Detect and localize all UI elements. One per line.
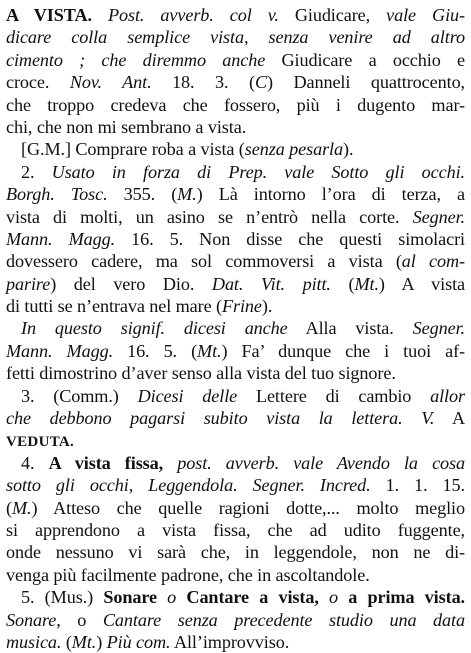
text-run: All’improvviso. xyxy=(170,631,290,652)
text-run xyxy=(92,5,108,25)
text-run: che troppo credeva che fossero, più i dugento mar- xyxy=(6,94,465,115)
text-line xyxy=(6,71,465,93)
text-line xyxy=(6,295,465,317)
text-run: Frine xyxy=(221,296,262,317)
text-run: ) Atteso che quelle ragioni dotte,... molto meglio xyxy=(31,497,465,518)
text-run: parire xyxy=(6,273,51,294)
text-run: ). xyxy=(261,296,273,317)
text-line xyxy=(6,586,465,608)
text-run: che debbono pagarsi subito vista la lettera. V. xyxy=(6,408,435,429)
text-run: dovessero cadere, ma sol commoversi a vista ( xyxy=(6,251,402,272)
text-run: ) A vista xyxy=(378,273,465,294)
text-run: Segner. xyxy=(412,318,465,339)
text-line xyxy=(6,206,465,228)
text-run: Sonare xyxy=(103,587,157,608)
text-line xyxy=(6,161,465,183)
text-run: 16. 5. Non disse che questi simolacri xyxy=(115,228,465,249)
text-run: Alla vista. xyxy=(287,318,413,339)
text-run: 355. ( xyxy=(107,184,178,205)
text-run: Mann. Magg. xyxy=(6,340,114,361)
text-run: 4. xyxy=(21,452,49,473)
dictionary-entry xyxy=(6,4,465,653)
text-line xyxy=(6,26,465,48)
text-run: C xyxy=(254,72,267,93)
text-line xyxy=(6,407,465,429)
text-run: allor xyxy=(430,385,465,406)
text-run: Dicesi delle xyxy=(137,385,238,406)
text-run: In questo signif. dicesi anche xyxy=(21,318,288,339)
text-run: ) del vero Dio. xyxy=(50,273,212,294)
text-run: A VISTA. xyxy=(6,5,92,25)
text-run: Cantare senza precedente studio una data xyxy=(102,609,465,630)
text-run: 2. xyxy=(21,161,52,182)
text-line xyxy=(6,94,465,116)
text-run: M. xyxy=(177,184,197,205)
text-run: Nov. Ant. xyxy=(69,72,152,93)
text-run: ) Fa’ dunque che i tuoi af- xyxy=(221,340,465,361)
text-run: fetti dimostrino d’aver senso alla vista del tuo signore. xyxy=(6,363,396,384)
text-line xyxy=(6,340,465,362)
text-run: ). xyxy=(343,139,354,160)
text-run: Giudicare, xyxy=(278,5,387,25)
text-run: ) Là intorno l’ora di terza, a xyxy=(196,184,466,205)
text-line xyxy=(6,228,465,250)
text-run: chi, che non mi sembrano a vista. xyxy=(6,116,247,137)
text-run: A vista fissa, xyxy=(48,452,164,473)
text-run: Più com. xyxy=(106,631,171,652)
text-run: , o xyxy=(56,609,103,630)
text-line xyxy=(6,519,465,541)
text-line xyxy=(6,429,465,451)
text-line xyxy=(6,452,465,474)
text-run: Giudicare a occhio e xyxy=(265,49,465,70)
text-run: ( xyxy=(61,631,72,652)
text-line xyxy=(6,273,465,295)
text-run: Usato in forza di Prep. vale Sotto gli occhi. xyxy=(51,161,465,182)
text-line xyxy=(6,474,465,496)
text-run: Post. avverb. col v. xyxy=(107,5,279,25)
text-run: senza pesarla xyxy=(244,139,344,160)
text-run: musica. xyxy=(6,631,62,652)
text-run: Borgh. Tosc. xyxy=(6,184,108,205)
text-line xyxy=(6,564,465,586)
text-run: 16. 5. ( xyxy=(113,340,198,361)
text-run: vista di molti, un asino se n’entrò nella corte. xyxy=(6,206,413,227)
text-run: ( xyxy=(6,497,12,518)
text-run: sotto gli occhi, Leggendola. Segner. Incred. xyxy=(6,475,371,496)
text-line xyxy=(6,541,465,563)
text-line xyxy=(6,385,465,407)
text-run: Dat. Vit. pitt. xyxy=(211,273,331,294)
text-run: o xyxy=(156,587,187,608)
text-run: Mt. xyxy=(354,273,379,294)
text-run: al com- xyxy=(401,251,465,272)
text-run: croce. xyxy=(6,72,70,93)
text-line xyxy=(6,317,465,339)
text-line xyxy=(6,183,465,205)
text-run: 1. 1. 15. xyxy=(370,475,465,496)
text-run: vale Giu- xyxy=(386,5,465,25)
text-run: onde nessuno vi sarà che, in leggendole, non ne di- xyxy=(6,542,465,563)
text-run: dicare colla semplice vista, senza venire ad altro xyxy=(6,27,465,48)
text-run: Lettere di cambio xyxy=(237,385,431,406)
text-run: si apprendono a vista fissa, che ad udito fuggente, xyxy=(6,519,465,540)
text-run: cimento ; che diremmo anche xyxy=(6,49,266,70)
text-run: A xyxy=(434,408,465,429)
text-line xyxy=(6,362,465,384)
text-run: Mt. xyxy=(197,340,222,361)
text-run: ) Danneli quattrocento, xyxy=(266,72,466,93)
text-line xyxy=(6,138,465,160)
text-run: VEDUTA. xyxy=(6,434,75,451)
text-run: o xyxy=(318,587,349,608)
text-line xyxy=(6,250,465,272)
text-line xyxy=(6,116,465,138)
text-run: [G.M.] Comprare roba a vista ( xyxy=(21,139,245,160)
text-run: Mt. xyxy=(71,631,97,652)
text-line xyxy=(6,49,465,71)
text-run: post. avverb. vale Avendo la cosa xyxy=(177,452,466,473)
text-line xyxy=(6,631,465,653)
text-run: Segner. xyxy=(412,206,465,227)
text-line xyxy=(6,4,465,26)
text-run: Mann. Magg. xyxy=(6,228,116,249)
text-run: venga più facilmente padrone, che in ascoltandole. xyxy=(6,564,370,585)
text-run: Sonare xyxy=(6,609,57,630)
text-run: 3. (Comm.) xyxy=(21,385,138,406)
text-run: di tutti se n’entrava nel mare ( xyxy=(6,296,222,317)
text-run: 18. 3. ( xyxy=(151,72,255,93)
text-run: ( xyxy=(330,273,355,294)
text-run: ) xyxy=(96,631,107,652)
text-run: a prima vista. xyxy=(348,587,466,608)
text-run: Cantare a vista, xyxy=(186,587,319,608)
text-run: M. xyxy=(11,497,32,518)
text-run: 5. (Mus.) xyxy=(21,587,104,608)
text-line xyxy=(6,497,465,519)
text-run xyxy=(163,453,177,473)
